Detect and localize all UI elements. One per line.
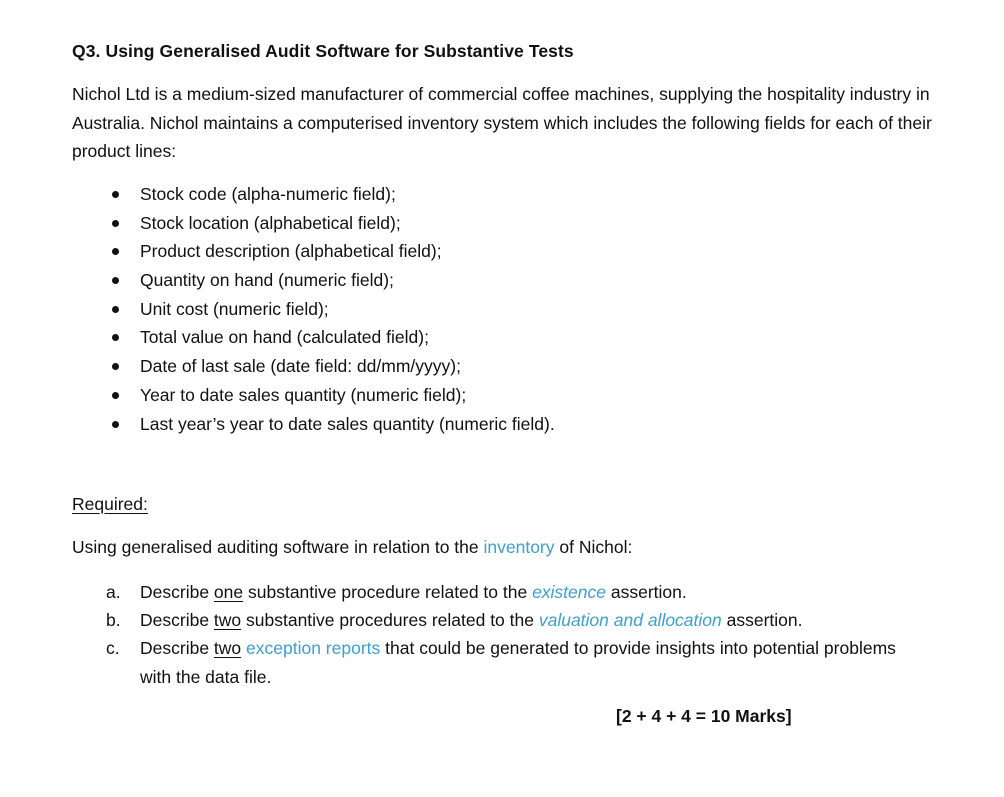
task-text [140,578,920,606]
task-text-before: Describe [140,582,214,602]
bullet-icon [112,392,119,399]
task-count: one [213,582,244,602]
required-lead-before: Using generalised auditing software in relation to the [72,537,484,557]
field-text: Stock code (alpha-numeric field); [140,184,396,204]
task-letter: a. [106,582,121,602]
bullet-icon [112,220,119,227]
task-text [140,634,920,690]
task-text-before: Describe [140,610,214,631]
marks-allocation: [2 + 4 + 4 = 10 Marks] [616,706,792,726]
exception-reports-link[interactable]: exception reports [246,638,381,659]
question-title: Q3. Using Generalised Audit Software for Substantive Tests [72,41,574,61]
task-letter: c. [106,638,120,659]
task-list [0,578,920,691]
task-text-before: Describe [140,638,214,659]
question-intro: Nichol Ltd is a medium-sized manufacturer of commercial coffee machines, supplying the hospitality industry in Australia. Nichol maintains a computerised inventory system which includes the following fields for each of their product lines: [72,84,932,161]
task-text-after: assertion. [606,582,687,602]
task-item [0,634,920,690]
task-text [140,606,920,634]
required-heading: Required: [72,494,148,514]
task-count: two [213,638,242,659]
bullet-icon [112,306,119,313]
bullet-icon [112,277,119,284]
bullet-icon [112,191,119,198]
bullet-icon [112,334,119,341]
field-text: Stock location (alphabetical field); [140,212,401,233]
required-lead [72,537,632,558]
field-text: Total value on hand (calculated field); [140,327,429,348]
valuation-allocation-link[interactable]: valuation and allocation [538,610,722,631]
field-text: Date of last sale (date field: dd/mm/yyyy); [140,356,461,377]
existence-link[interactable]: existence [532,582,606,602]
field-text: Product description (alphabetical field); [140,241,442,262]
task-letter: b. [106,610,121,631]
field-text: Unit cost (numeric field); [140,298,329,319]
bullet-icon [112,363,119,370]
required-lead-after: of Nichol: [554,537,633,557]
bullet-icon [112,421,119,428]
inventory-link[interactable]: inventory [483,537,555,557]
task-text-middle: substantive procedures related to the [241,610,539,631]
bullet-icon [112,248,119,255]
task-item [0,578,920,606]
field-text: Last year’s year to date sales quantity (numeric field). [140,413,555,434]
task-text-after: assertion. [721,610,803,631]
field-text: Quantity on hand (numeric field); [140,270,394,291]
task-item [0,606,920,634]
task-count: two [213,610,242,631]
task-text-middle: substantive procedure related to the [243,582,533,602]
task-text-after: that could be generated to provide insights into potential problems with the data file. [140,638,896,687]
field-text: Year to date sales quantity (numeric field); [140,384,467,405]
